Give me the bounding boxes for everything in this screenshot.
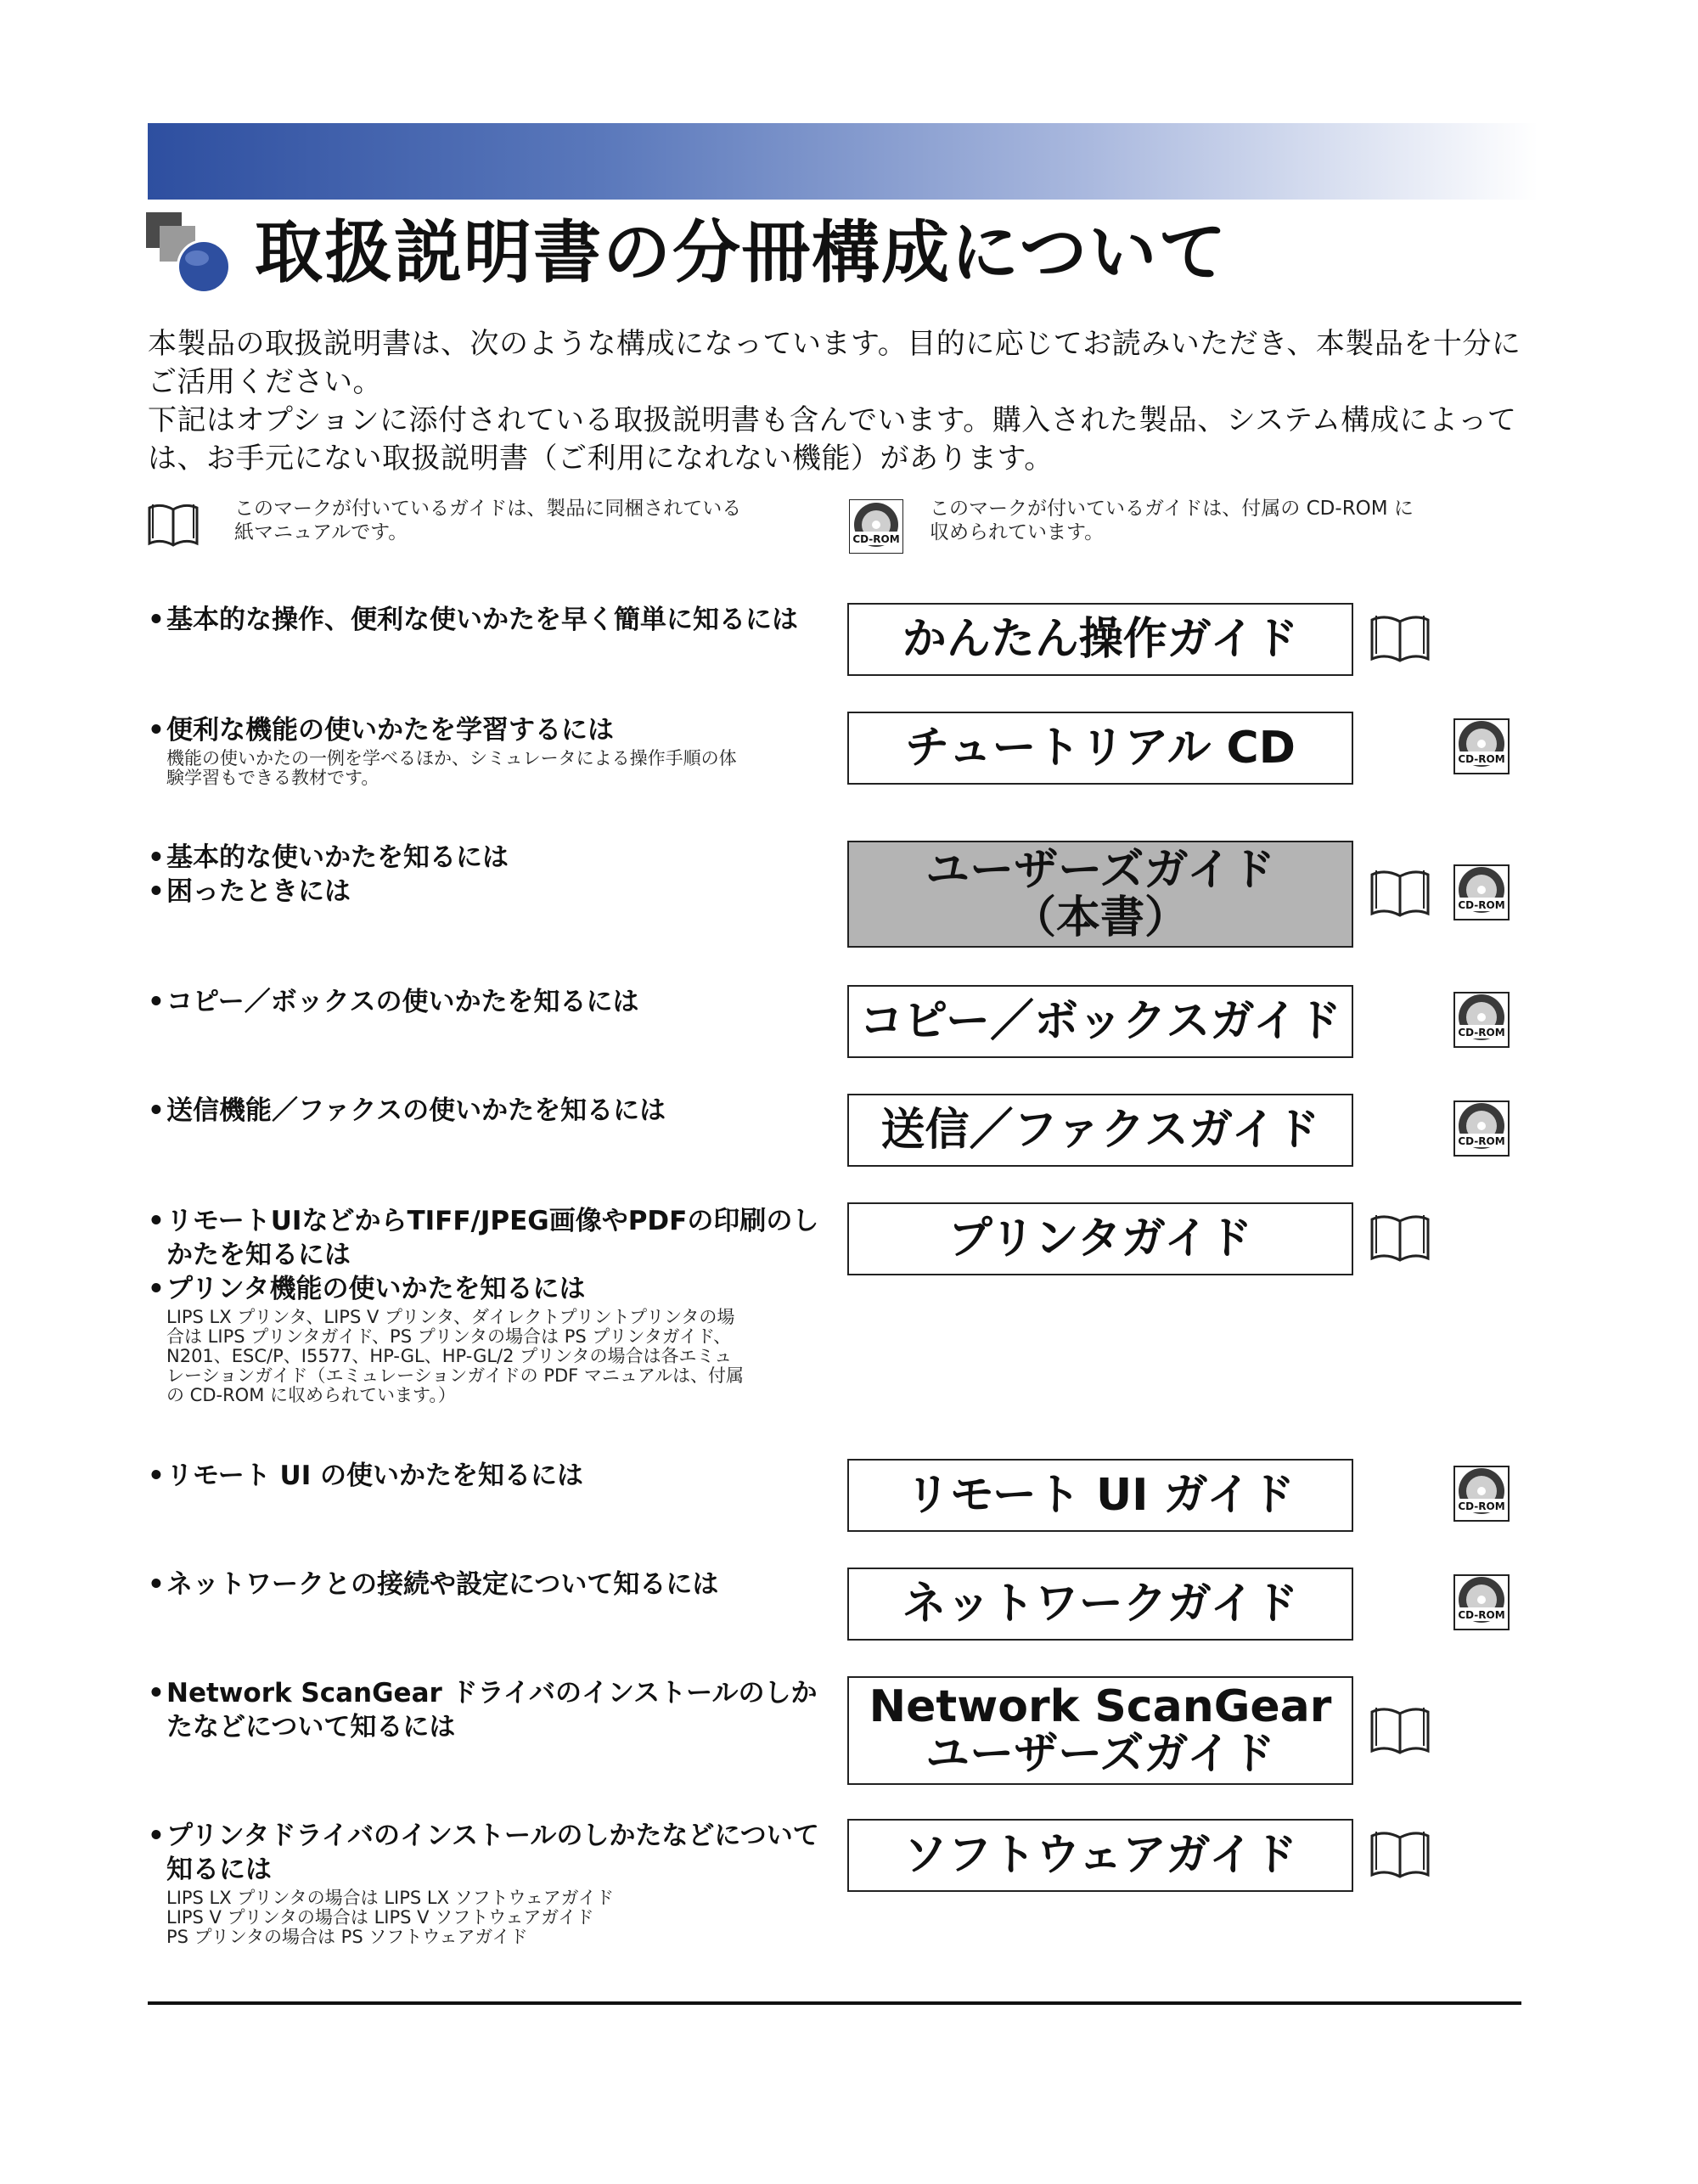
guide-title: 送信／ファクスガイド [880, 1105, 1320, 1156]
book-icon [1369, 610, 1431, 669]
guide-row-purpose [148, 1204, 827, 1405]
bullet-item: • 基本的な操作、便利な使いかたを早く簡単に知るには [148, 603, 827, 637]
guide-title: かんたん操作ガイド [902, 614, 1299, 665]
bullet-item: • ネットワークとの接続や設定について知るには [148, 1568, 827, 1601]
page-title: 取扱説明書の分冊構成について [255, 213, 1229, 292]
legend-line: 収められています。 [930, 521, 1105, 543]
guide-title-box [847, 1459, 1353, 1532]
bullet-item: • リモートUIなどからTIFF/JPEG画像やPDFの印刷のしかたを知るには [148, 1204, 827, 1272]
cd-rom-icon [1453, 992, 1510, 1051]
header-banner [148, 123, 1659, 200]
book-icon [1369, 1826, 1431, 1885]
note-line: レーションガイド（エミュレーションガイドの PDF マニュアルは、付属 [166, 1365, 745, 1386]
note-line: の CD-ROM に収められています。） [166, 1385, 456, 1405]
bullet-item: • Network ScanGear ドライバのインストールのしかたなどについて知るには [148, 1676, 827, 1744]
guide-title: リモート UI ガイド [905, 1470, 1296, 1521]
guide-title: （本書） [1011, 892, 1189, 943]
bullet-item: • コピー／ボックスの使いかたを知るには [148, 985, 827, 1019]
guide-row-purpose [148, 985, 827, 1019]
intro-text [148, 325, 1540, 478]
book-icon [146, 499, 200, 549]
cd-rom-icon [849, 499, 903, 554]
cd-rom-icon [1453, 1574, 1510, 1634]
note-line: 験学習もできる教材です。 [166, 768, 380, 788]
bullet-item: • 困ったときには [148, 875, 827, 909]
guide-title-box [847, 1202, 1353, 1275]
guide-title: ソフトウェアガイド [903, 1830, 1297, 1881]
guide-row-purpose [148, 603, 827, 637]
cd-rom-label: CD-ROM [1458, 1027, 1505, 1039]
guide-title-box [847, 603, 1353, 676]
guide-title: チュートリアル CD [905, 723, 1296, 774]
guide-title-box [847, 1676, 1353, 1785]
guide-title-box [847, 1568, 1353, 1641]
section-mark-icon [146, 212, 231, 297]
bullet-item: • リモート UI の使いかたを知るには [148, 1459, 827, 1493]
bullet-item: • プリンタ機能の使いかたを知るには [148, 1272, 827, 1306]
cd-rom-label: CD-ROM [1458, 899, 1505, 911]
guide-row-purpose [148, 713, 827, 788]
note-line: PS プリンタの場合は PS ソフトウェアガイド [166, 1927, 528, 1947]
note-line: LIPS V プリンタの場合は LIPS V ソフトウェアガイド [166, 1907, 594, 1928]
legend-line: 紙マニュアルです。 [234, 521, 408, 543]
bullet-note [148, 1308, 827, 1405]
cd-rom-icon [1453, 718, 1510, 778]
guide-row-purpose [148, 1676, 827, 1744]
bullet-item: • 基本的な使いかたを知るには [148, 841, 827, 875]
guide-title-box [847, 1819, 1353, 1892]
legend-book-text [234, 497, 741, 544]
cd-rom-label: CD-ROM [1458, 1609, 1505, 1621]
note-line: 合は LIPS プリンタガイド、PS プリンタの場合は PS プリンタガイド、 [166, 1326, 732, 1347]
bullet-note [148, 749, 827, 788]
guide-title: コピー／ボックスガイド [859, 996, 1341, 1047]
cd-rom-icon [1453, 864, 1510, 924]
guide-row-purpose [148, 1094, 827, 1128]
legend-line: このマークが付いているガイドは、製品に同梱されている [234, 498, 742, 520]
book-icon [1369, 864, 1431, 924]
guide-row-purpose [148, 1568, 827, 1601]
note-line: N201、ESC/P、I5577、HP-GL、HP-GL/2 プリンタの場合は各エミュ [166, 1346, 733, 1366]
guide-title: Network ScanGear [869, 1681, 1332, 1732]
note-line: LIPS LX プリンタの場合は LIPS LX ソフトウェアガイド [166, 1888, 614, 1908]
guide-row-purpose [148, 841, 827, 909]
guide-title-box-current [847, 841, 1353, 948]
guide-title: ユーザーズガイド [925, 1729, 1275, 1780]
cd-rom-label: CD-ROM [1458, 753, 1505, 765]
guide-title-box [847, 985, 1353, 1058]
cd-rom-icon [1453, 1100, 1510, 1160]
guide-title: ネットワークガイド [902, 1579, 1299, 1630]
cd-rom-icon [1453, 1466, 1510, 1525]
bullet-item: • 送信機能／ファクスの使いかたを知るには [148, 1094, 827, 1128]
cd-rom-label: CD-ROM [1458, 1500, 1505, 1512]
note-line: 機能の使いかたの一例を学べるほか、シミュレータによる操作手順の体 [166, 748, 737, 768]
guide-row-purpose [148, 1819, 827, 1947]
footer-rule [148, 2001, 1521, 2005]
note-line: LIPS LX プリンタ、LIPS V プリンタ、ダイレクトプリントプリンタの場 [166, 1307, 735, 1327]
bullet-item: • プリンタドライバのインストールのしかたなどについて知るには [148, 1819, 827, 1887]
guide-row-purpose [148, 1459, 827, 1493]
book-icon [1369, 1702, 1431, 1761]
legend-cd-text [930, 497, 1414, 544]
bullet-item: • 便利な機能の使いかたを学習するには [148, 713, 827, 747]
guide-title: ユーザーズガイド [925, 845, 1275, 896]
guide-title-box [847, 1094, 1353, 1167]
cd-rom-label: CD-ROM [1458, 1135, 1505, 1147]
legend-line: このマークが付いているガイドは、付属の CD-ROM に [930, 498, 1414, 520]
guide-title: プリンタガイド [947, 1213, 1253, 1264]
intro-paragraph: 下記はオプションに添付されている取扱説明書も含んでいます。購入された製品、システム構成によっては、お手元にない取扱説明書（ご利用になれない機能）があります。 [148, 403, 1517, 476]
bullet-note [148, 1888, 827, 1947]
book-icon [1369, 1209, 1431, 1269]
cd-rom-label: CD-ROM [852, 533, 900, 545]
intro-paragraph: 本製品の取扱説明書は、次のような構成になっています。目的に応じてお読みいただき、本製品を十分にご活用ください。 [148, 327, 1521, 399]
guide-title-box [847, 712, 1353, 785]
